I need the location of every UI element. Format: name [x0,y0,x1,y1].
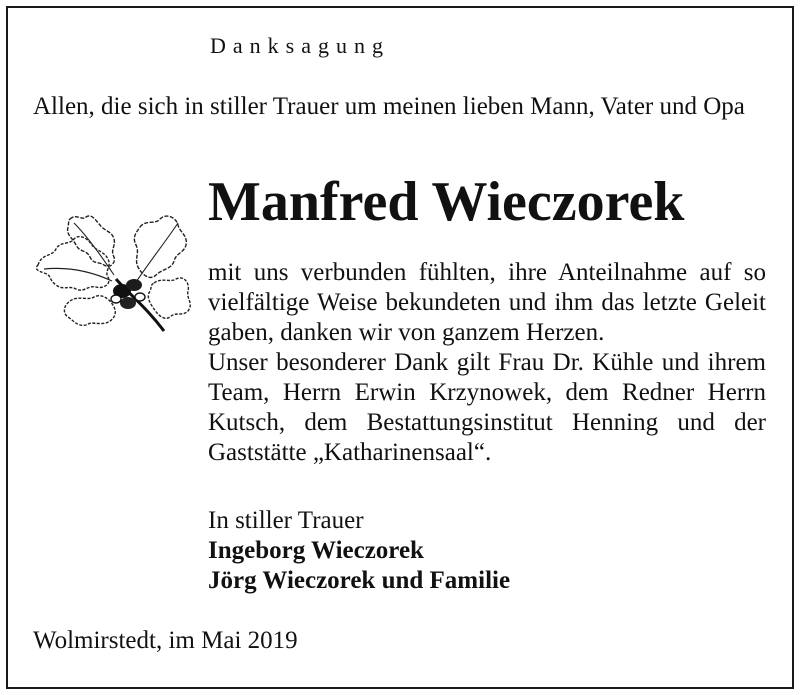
body-paragraph-2: Unser besonderer Dank gilt Frau Dr. Kühle und ihrem Team, Herrn Erwin Krzynowek, dem Redner Herrn Kutsch, dem Bestattungsinstitut Henning und der Gaststätte „Katharinensaal“. [208,349,766,466]
body-text [208,258,766,468]
signature-intro: In stiller Trauer [208,507,364,534]
signer-name: Jörg Wieczorek und Familie [208,567,511,594]
oak-leaves-icon [30,205,200,340]
signature-block [208,506,510,596]
intro-text: Allen, die sich in stiller Trauer um meinen lieben Mann, Vater und Opa [33,93,745,120]
body-paragraph-1: mit uns verbunden fühlten, ihre Anteilnahme auf so vielfältige Weise bekundeten und ihm das letzte Geleit gaben, danken wir von ganzem Herzen. [208,259,766,346]
place-date: Wolmirstedt, im Mai 2019 [33,627,298,654]
deceased-name: Manfred Wieczorek [208,171,685,233]
signer-name: Ingeborg Wieczorek [208,537,424,564]
notice-heading: Danksagung [210,33,390,58]
